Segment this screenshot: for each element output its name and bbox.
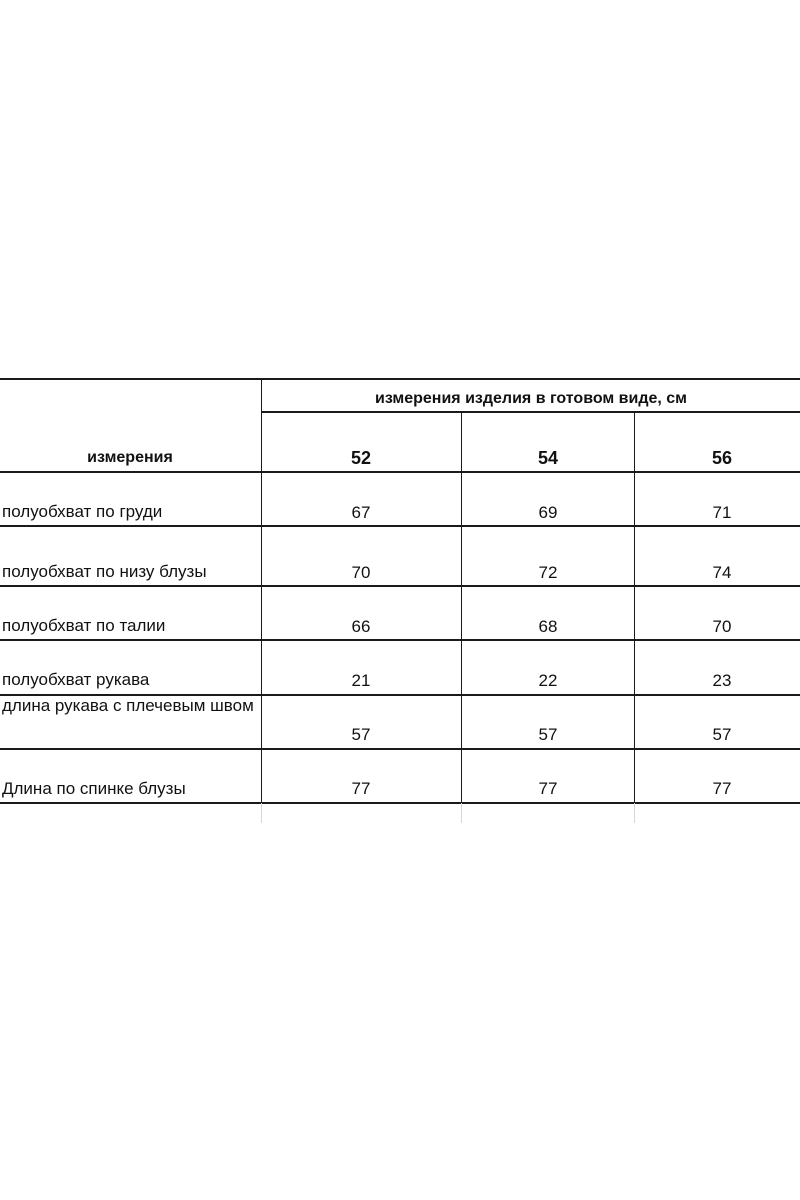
cell-value: 68	[538, 617, 558, 636]
table-rule-top	[0, 378, 800, 380]
table-rule-row-2	[0, 585, 800, 587]
cell-value: 23	[712, 671, 732, 690]
row-label-sleeve-length: длина рукава с плечевым швом	[2, 696, 254, 715]
cell-value: 77	[538, 779, 558, 798]
cell-value: 71	[712, 503, 732, 522]
cell-value: 70	[712, 617, 732, 636]
cell-value: 21	[351, 671, 371, 690]
cell-value: 57	[538, 725, 558, 744]
table-rule-group-header	[262, 411, 800, 413]
cell-value: 57	[351, 725, 371, 744]
cell-value: 69	[538, 503, 558, 522]
cell-value: 70	[351, 563, 371, 582]
table-col-stub-3	[634, 803, 635, 823]
cell-value: 22	[538, 671, 558, 690]
group-header: измерения изделия в готовом виде, см	[374, 390, 688, 407]
cell-value: 57	[712, 725, 732, 744]
table-rule-row-5	[0, 748, 800, 750]
table-col-divider-52	[461, 412, 462, 803]
row-label-hem: полуобхват по низу блузы	[2, 562, 207, 581]
row-label-sleeve-girth: полуобхват рукава	[2, 670, 150, 689]
table-rule-bottom	[0, 802, 800, 804]
table-col-stub-1	[261, 803, 262, 823]
row-label-waist: полуобхват по талии	[2, 616, 166, 635]
size-table	[0, 378, 800, 806]
table-col-divider-labels	[261, 378, 262, 803]
size-header-54: 54	[537, 448, 559, 468]
table-rule-row-3	[0, 639, 800, 641]
row-header: измерения	[87, 449, 173, 466]
table-rule-row-1	[0, 525, 800, 527]
size-header-56: 56	[711, 448, 733, 468]
table-rule-header	[0, 471, 800, 473]
cell-value: 77	[351, 779, 371, 798]
row-label-back-length: Длина по спинке блузы	[2, 779, 186, 798]
size-header-52: 52	[350, 448, 372, 468]
cell-value: 77	[712, 779, 732, 798]
cell-value: 74	[712, 563, 732, 582]
row-label-chest: полуобхват по груди	[2, 502, 163, 521]
cell-value: 72	[538, 563, 558, 582]
table-col-divider-54	[634, 412, 635, 803]
cell-value: 67	[351, 503, 371, 522]
cell-value: 66	[351, 617, 371, 636]
table-col-stub-2	[461, 803, 462, 823]
